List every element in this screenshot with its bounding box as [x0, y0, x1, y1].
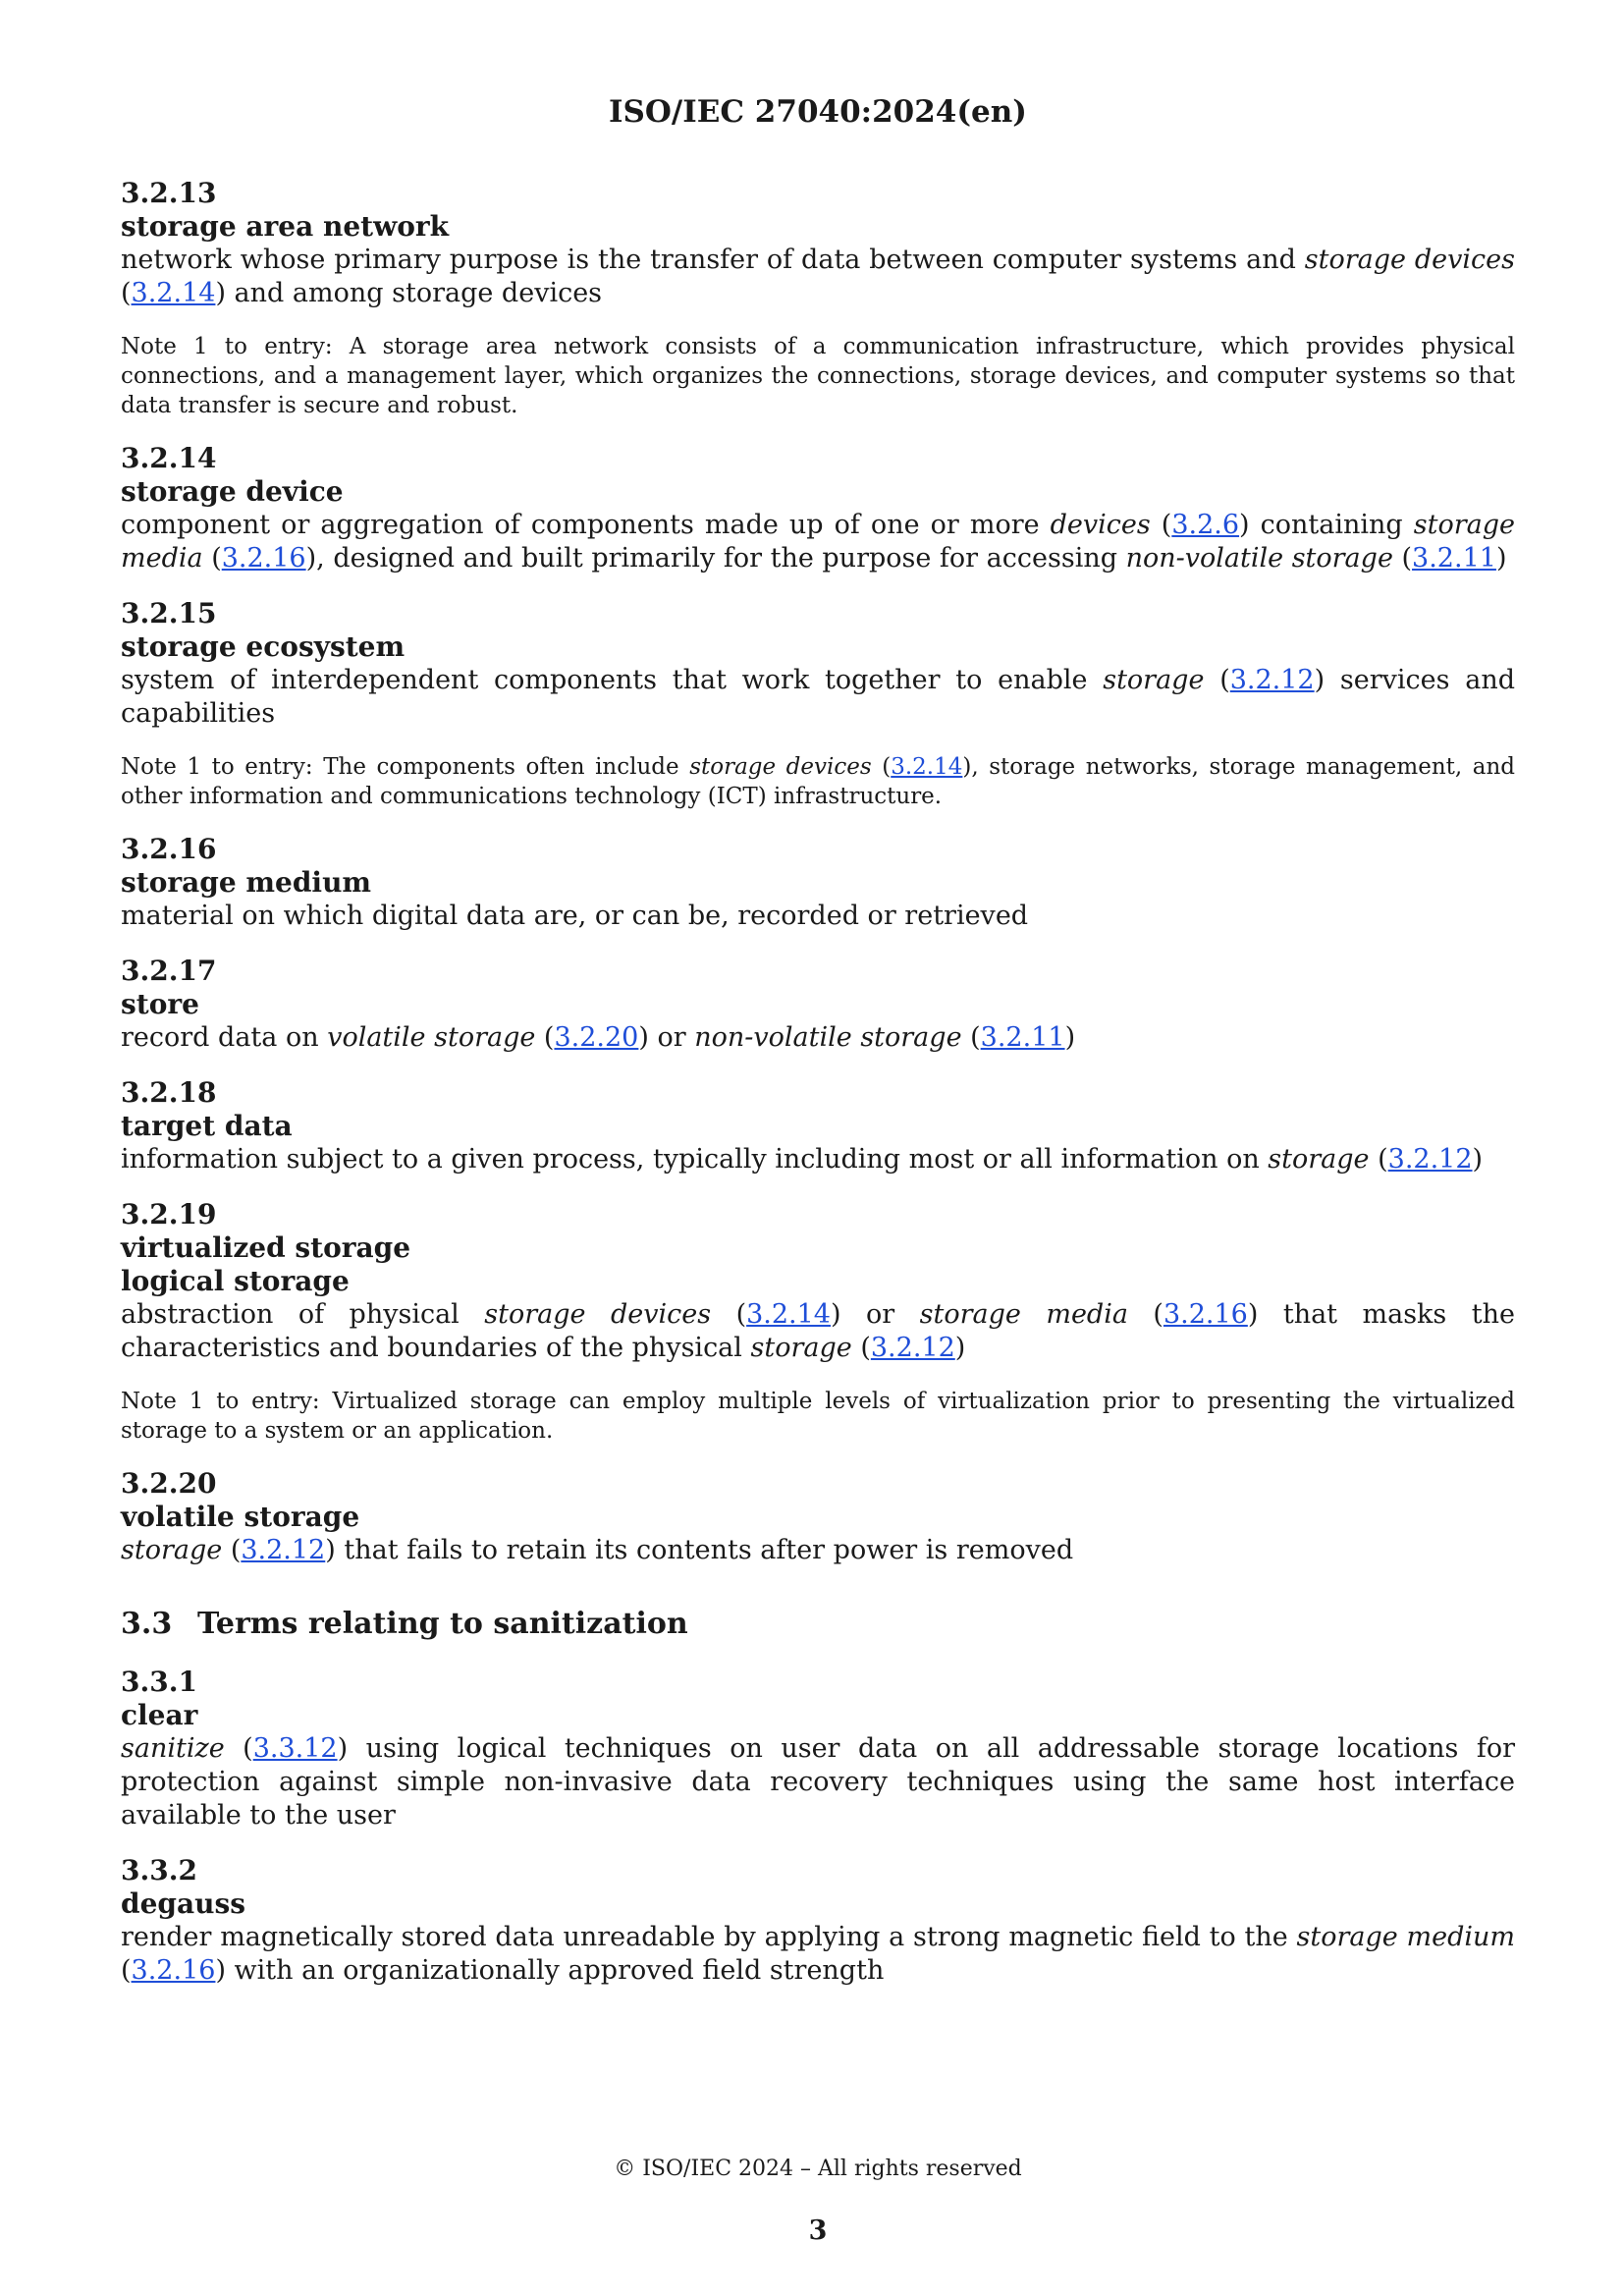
- italic-text: non-volatile storage: [1125, 543, 1393, 574]
- cross-reference-link[interactable]: 3.2.11: [1412, 543, 1496, 574]
- section-heading: [121, 1605, 1515, 1644]
- text: ) using logical techniques on user data on all addressable storage locations for protection against simple non-invasive data recovery techniques using the same host interface available to the user: [121, 1733, 1515, 1831]
- term-definition: [121, 1298, 1515, 1365]
- italic-text: storage: [121, 1535, 223, 1565]
- text: information subject to a given process, typically including most or all information on: [121, 1144, 1269, 1175]
- text: (: [871, 754, 892, 780]
- term-3-2-15: [121, 597, 1515, 811]
- text: network whose primary purpose is the transfer of data between computer systems and: [121, 245, 1305, 275]
- text: (: [224, 1733, 253, 1764]
- text: record data on: [121, 1022, 328, 1053]
- italic-text: storage media: [121, 510, 1515, 574]
- term-name: volatile storage: [121, 1501, 360, 1533]
- text: ) services and capabilities: [121, 665, 1515, 729]
- italic-text: volatile storage: [327, 1022, 536, 1053]
- term-note: Note 1 to entry: A storage area network consists of a communication infrastructure, which provides physical connections, and a management layer, which organizes the connections, storage devices, and computer systems so that data transfer is secure and robust.: [121, 334, 1515, 418]
- italic-text: storage: [1268, 1144, 1370, 1175]
- text: ) or: [831, 1299, 920, 1330]
- term-definition: [121, 1921, 1515, 1988]
- italic-text: storage devices: [1304, 245, 1515, 275]
- cross-reference-link[interactable]: 3.2.14: [746, 1299, 831, 1330]
- copyright-footer: © ISO/IEC 2024 – All rights reserved: [614, 2157, 1022, 2181]
- term-name: clear: [121, 1699, 198, 1731]
- term-3-2-17: [121, 955, 1515, 1055]
- term-name: target data: [121, 1110, 293, 1142]
- text: ): [1495, 543, 1507, 574]
- text: component or aggregation of components made up of one or more: [121, 510, 1051, 540]
- cross-reference-link[interactable]: 3.2.12: [241, 1535, 326, 1565]
- term-number: 3.2.14: [121, 442, 217, 474]
- italic-text: storage devices: [484, 1299, 712, 1330]
- text: (: [961, 1022, 981, 1053]
- italic-text: storage medium: [1296, 1922, 1515, 1952]
- term-number: 3.3.2: [121, 1854, 197, 1886]
- term-number: 3.3.1: [121, 1666, 197, 1698]
- text: ) that fails to retain its contents after power is removed: [325, 1535, 1074, 1565]
- term-name: storage ecosystem: [121, 630, 406, 663]
- text: (: [1204, 665, 1230, 695]
- text: abstraction of physical: [121, 1299, 485, 1330]
- term-3-2-14: [121, 442, 1515, 575]
- text: (: [1150, 510, 1172, 540]
- text: ) with an organizationally approved field strength: [215, 1955, 885, 1986]
- text: (: [222, 1535, 242, 1565]
- term-number: 3.2.16: [121, 833, 217, 865]
- cross-reference-link[interactable]: 3.2.12: [870, 1333, 955, 1363]
- text: system of interdependent components that work together to enable: [121, 665, 1104, 695]
- term-definition: [121, 664, 1515, 731]
- text: ): [954, 1333, 966, 1363]
- italic-text: storage devices: [689, 754, 872, 780]
- text: (: [711, 1299, 747, 1330]
- cross-reference-link[interactable]: 3.2.6: [1171, 510, 1240, 540]
- text: (: [851, 1333, 871, 1363]
- text: render magnetically stored data unreadable by applying a strong magnetic field to the: [121, 1922, 1297, 1952]
- cross-reference-link[interactable]: 3.2.16: [1163, 1299, 1248, 1330]
- cross-reference-link[interactable]: 3.2.11: [980, 1022, 1065, 1053]
- text: (: [1369, 1144, 1388, 1175]
- term-definition: [121, 1021, 1515, 1055]
- cross-reference-link[interactable]: 3.2.20: [554, 1022, 639, 1053]
- term-number: 3.2.19: [121, 1198, 217, 1230]
- term-name: storage device: [121, 475, 344, 508]
- cross-reference-link[interactable]: 3.2.16: [221, 543, 306, 574]
- term-number: 3.2.20: [121, 1467, 217, 1500]
- cross-reference-link[interactable]: 3.2.16: [131, 1955, 216, 1986]
- cross-reference-link[interactable]: 3.2.14: [131, 278, 216, 308]
- text: (: [1127, 1299, 1163, 1330]
- cross-reference-link[interactable]: 3.2.12: [1387, 1144, 1473, 1175]
- document-content: [121, 177, 1515, 2009]
- term-definition: [121, 1534, 1515, 1567]
- text: ): [1064, 1022, 1076, 1053]
- text: ) that masks the characteristics and boundaries of the physical: [121, 1299, 1515, 1363]
- term-definition: [121, 244, 1515, 310]
- text: (: [202, 543, 222, 574]
- term-definition: [121, 1143, 1515, 1176]
- term-3-2-13: [121, 177, 1515, 420]
- term-name: virtualized storage: [121, 1231, 411, 1264]
- text: (: [535, 1022, 555, 1053]
- cross-reference-link[interactable]: 3.2.12: [1229, 665, 1315, 695]
- italic-text: storage: [1103, 665, 1205, 695]
- cross-reference-link[interactable]: 3.3.12: [252, 1733, 338, 1764]
- text: ) and among storage devices: [215, 278, 603, 308]
- term-number: 3.2.18: [121, 1076, 217, 1109]
- italic-text: sanitize: [121, 1733, 225, 1764]
- term-name: storage area network: [121, 210, 450, 243]
- term-3-2-16: [121, 833, 1515, 933]
- term-definition: [121, 509, 1515, 575]
- italic-text: devices: [1050, 510, 1151, 540]
- text: (: [121, 278, 132, 308]
- text: Note 1 to entry: The components often include: [121, 754, 690, 780]
- term-3-2-18: [121, 1076, 1515, 1176]
- term-definition: [121, 1732, 1515, 1832]
- page-number: 3: [808, 2215, 828, 2246]
- term-number: 3.2.17: [121, 955, 217, 987]
- term-3-2-20: [121, 1467, 1515, 1567]
- term-note: Note 1 to entry: Virtualized storage can employ multiple levels of virtualization prior to presenting the virtualized storage to a system or an application.: [121, 1389, 1515, 1444]
- text: ), storage networks, storage management, and other information and communications technology (ICT) infrastructure.: [121, 754, 1515, 809]
- term-3-2-19: [121, 1198, 1515, 1446]
- text: (: [1392, 543, 1413, 574]
- term-synonym: logical storage: [121, 1265, 350, 1297]
- text: ) containing: [1239, 510, 1414, 540]
- text: ): [1472, 1144, 1484, 1175]
- term-name: degauss: [121, 1887, 245, 1920]
- text: ) or: [638, 1022, 695, 1053]
- cross-reference-link[interactable]: 3.2.14: [891, 754, 963, 780]
- italic-text: storage media: [919, 1299, 1128, 1330]
- text: ), designed and built primarily for the purpose for accessing: [305, 543, 1126, 574]
- section-number: 3.3: [121, 1607, 173, 1641]
- section-title: Terms relating to sanitization: [197, 1607, 688, 1641]
- term-name: store: [121, 988, 199, 1020]
- document-header: ISO/IEC 27040:2024(en): [609, 94, 1027, 130]
- term-3-3-1: [121, 1666, 1515, 1832]
- term-name: storage medium: [121, 866, 372, 899]
- term-definition: material on which digital data are, or can be, recorded or retrieved: [121, 901, 1029, 931]
- italic-text: non-volatile storage: [694, 1022, 962, 1053]
- term-number: 3.2.15: [121, 597, 217, 629]
- text: (: [121, 1955, 132, 1986]
- term-number: 3.2.13: [121, 177, 217, 209]
- term-note: [121, 752, 1515, 811]
- italic-text: storage: [750, 1333, 852, 1363]
- term-3-3-2: [121, 1854, 1515, 1988]
